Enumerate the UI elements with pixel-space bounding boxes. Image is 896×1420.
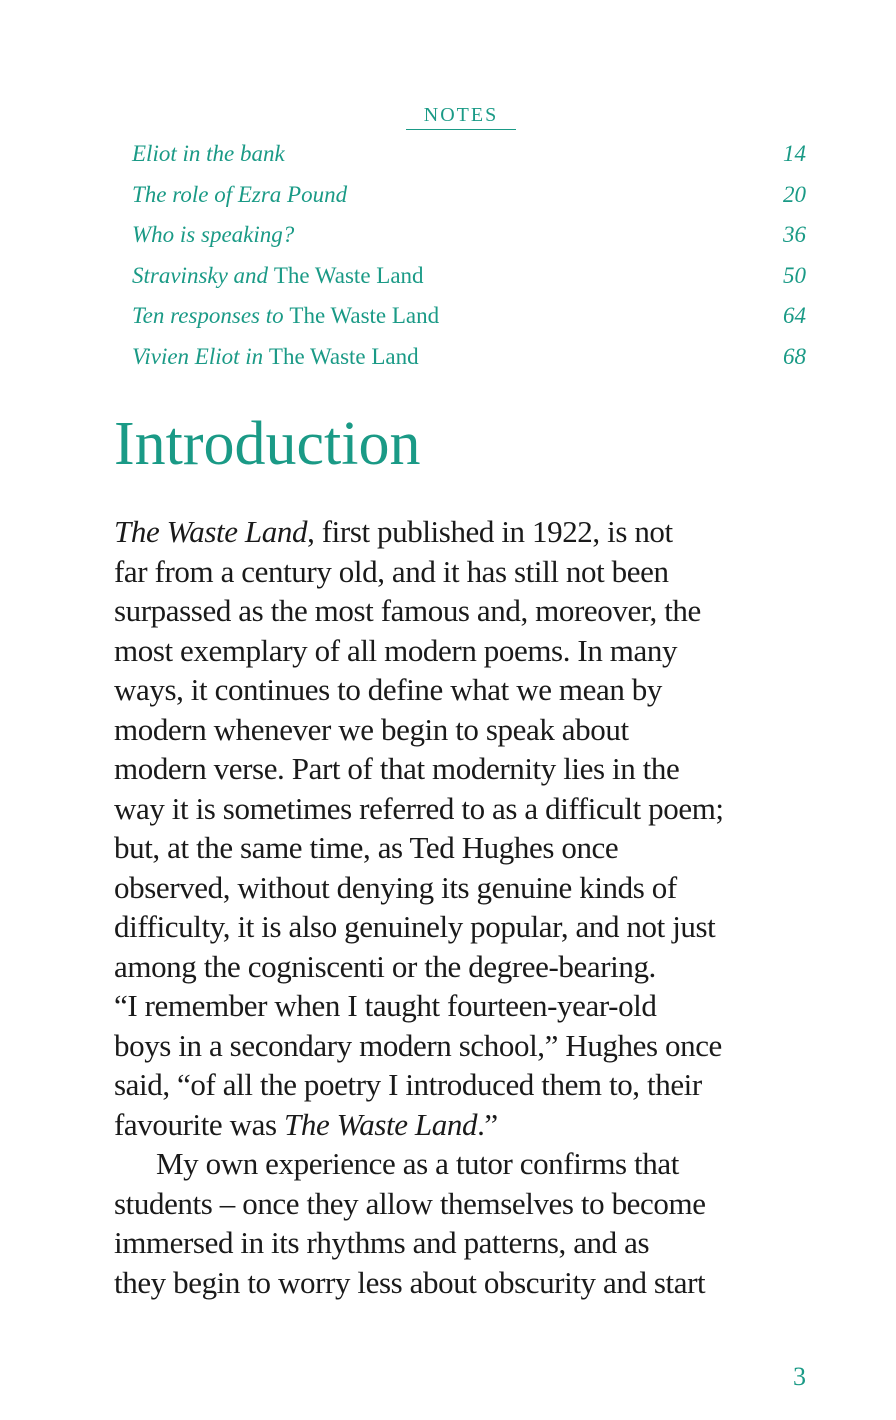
text-line: observed, without denying its genuine kinds of [114,869,677,905]
section-heading: Introduction [114,410,421,478]
notes-entry-page: 64 [783,303,806,329]
text-line: boys in a secondary modern school,” Hughes once [114,1027,722,1063]
text-line: they begin to worry less about obscurity and start [114,1264,706,1300]
notes-entry-2[interactable] [132,180,806,221]
text-line: modern whenever we begin to speak about [114,711,629,747]
text-line: “I remember when I taught fourteen-year-old [114,988,657,1023]
text-line: but, at the same time, as Ted Hughes once [114,830,619,865]
notes-entry-4[interactable] [132,261,806,302]
notes-entry-3[interactable] [132,220,806,261]
notes-entry-page: 68 [783,343,806,369]
notes-entry-page: 20 [783,181,806,207]
text-line: difficulty, it is also genuinely popular, and not just [114,909,716,944]
text-line: favourite was The Waste Land.” [114,1106,498,1142]
page-number: 3 [793,1362,806,1391]
paragraph-1 [114,512,814,1144]
notes-header [0,104,896,130]
notes-entry-title: Eliot in the bank [132,141,285,166]
text-line: way it is sometimes referred to as a difficult poem; [114,790,724,826]
text-line: The Waste Land, first published in 1922, is not [114,514,673,549]
notes-entry-title: Vivien Eliot in The Waste Land [132,343,419,369]
body-text [114,512,814,1302]
notes-entry-title: The role of Ezra Pound [132,181,348,207]
notes-title: NOTES [406,104,516,130]
text-line: far from a century old, and it has still not been [114,553,669,589]
notes-entry-page: 36 [783,222,806,248]
notes-list [132,139,806,383]
notes-entry-6[interactable] [132,342,806,383]
text-line: modern verse. Part of that modernity lies in the [114,751,680,786]
text-line: among the cogniscenti or the degree-bearing. [114,948,656,984]
text-line: immersed in its rhythms and patterns, and as [114,1225,650,1260]
notes-entry-page: 50 [783,262,806,288]
text-line: ways, it continues to define what we mean by [114,672,662,707]
text-line: said, “of all the poetry I introduced them to, their [114,1067,702,1102]
text-line: students – once they allow themselves to become [114,1185,706,1221]
notes-entry-1[interactable] [132,139,806,180]
text-line: surpassed as the most famous and, moreover, the [114,593,701,628]
notes-entry-title: Ten responses to The Waste Land [132,303,440,329]
notes-entry-5[interactable] [132,301,806,342]
text-line: My own experience as a tutor confirms that [156,1146,679,1181]
notes-entry-title: Who is speaking? [132,222,295,248]
text-line: most exemplary of all modern poems. In many [114,632,678,668]
notes-entry-title: Stravinsky and The Waste Land [132,262,424,288]
paragraph-2 [114,1144,814,1302]
notes-entry-page: 14 [783,141,806,166]
